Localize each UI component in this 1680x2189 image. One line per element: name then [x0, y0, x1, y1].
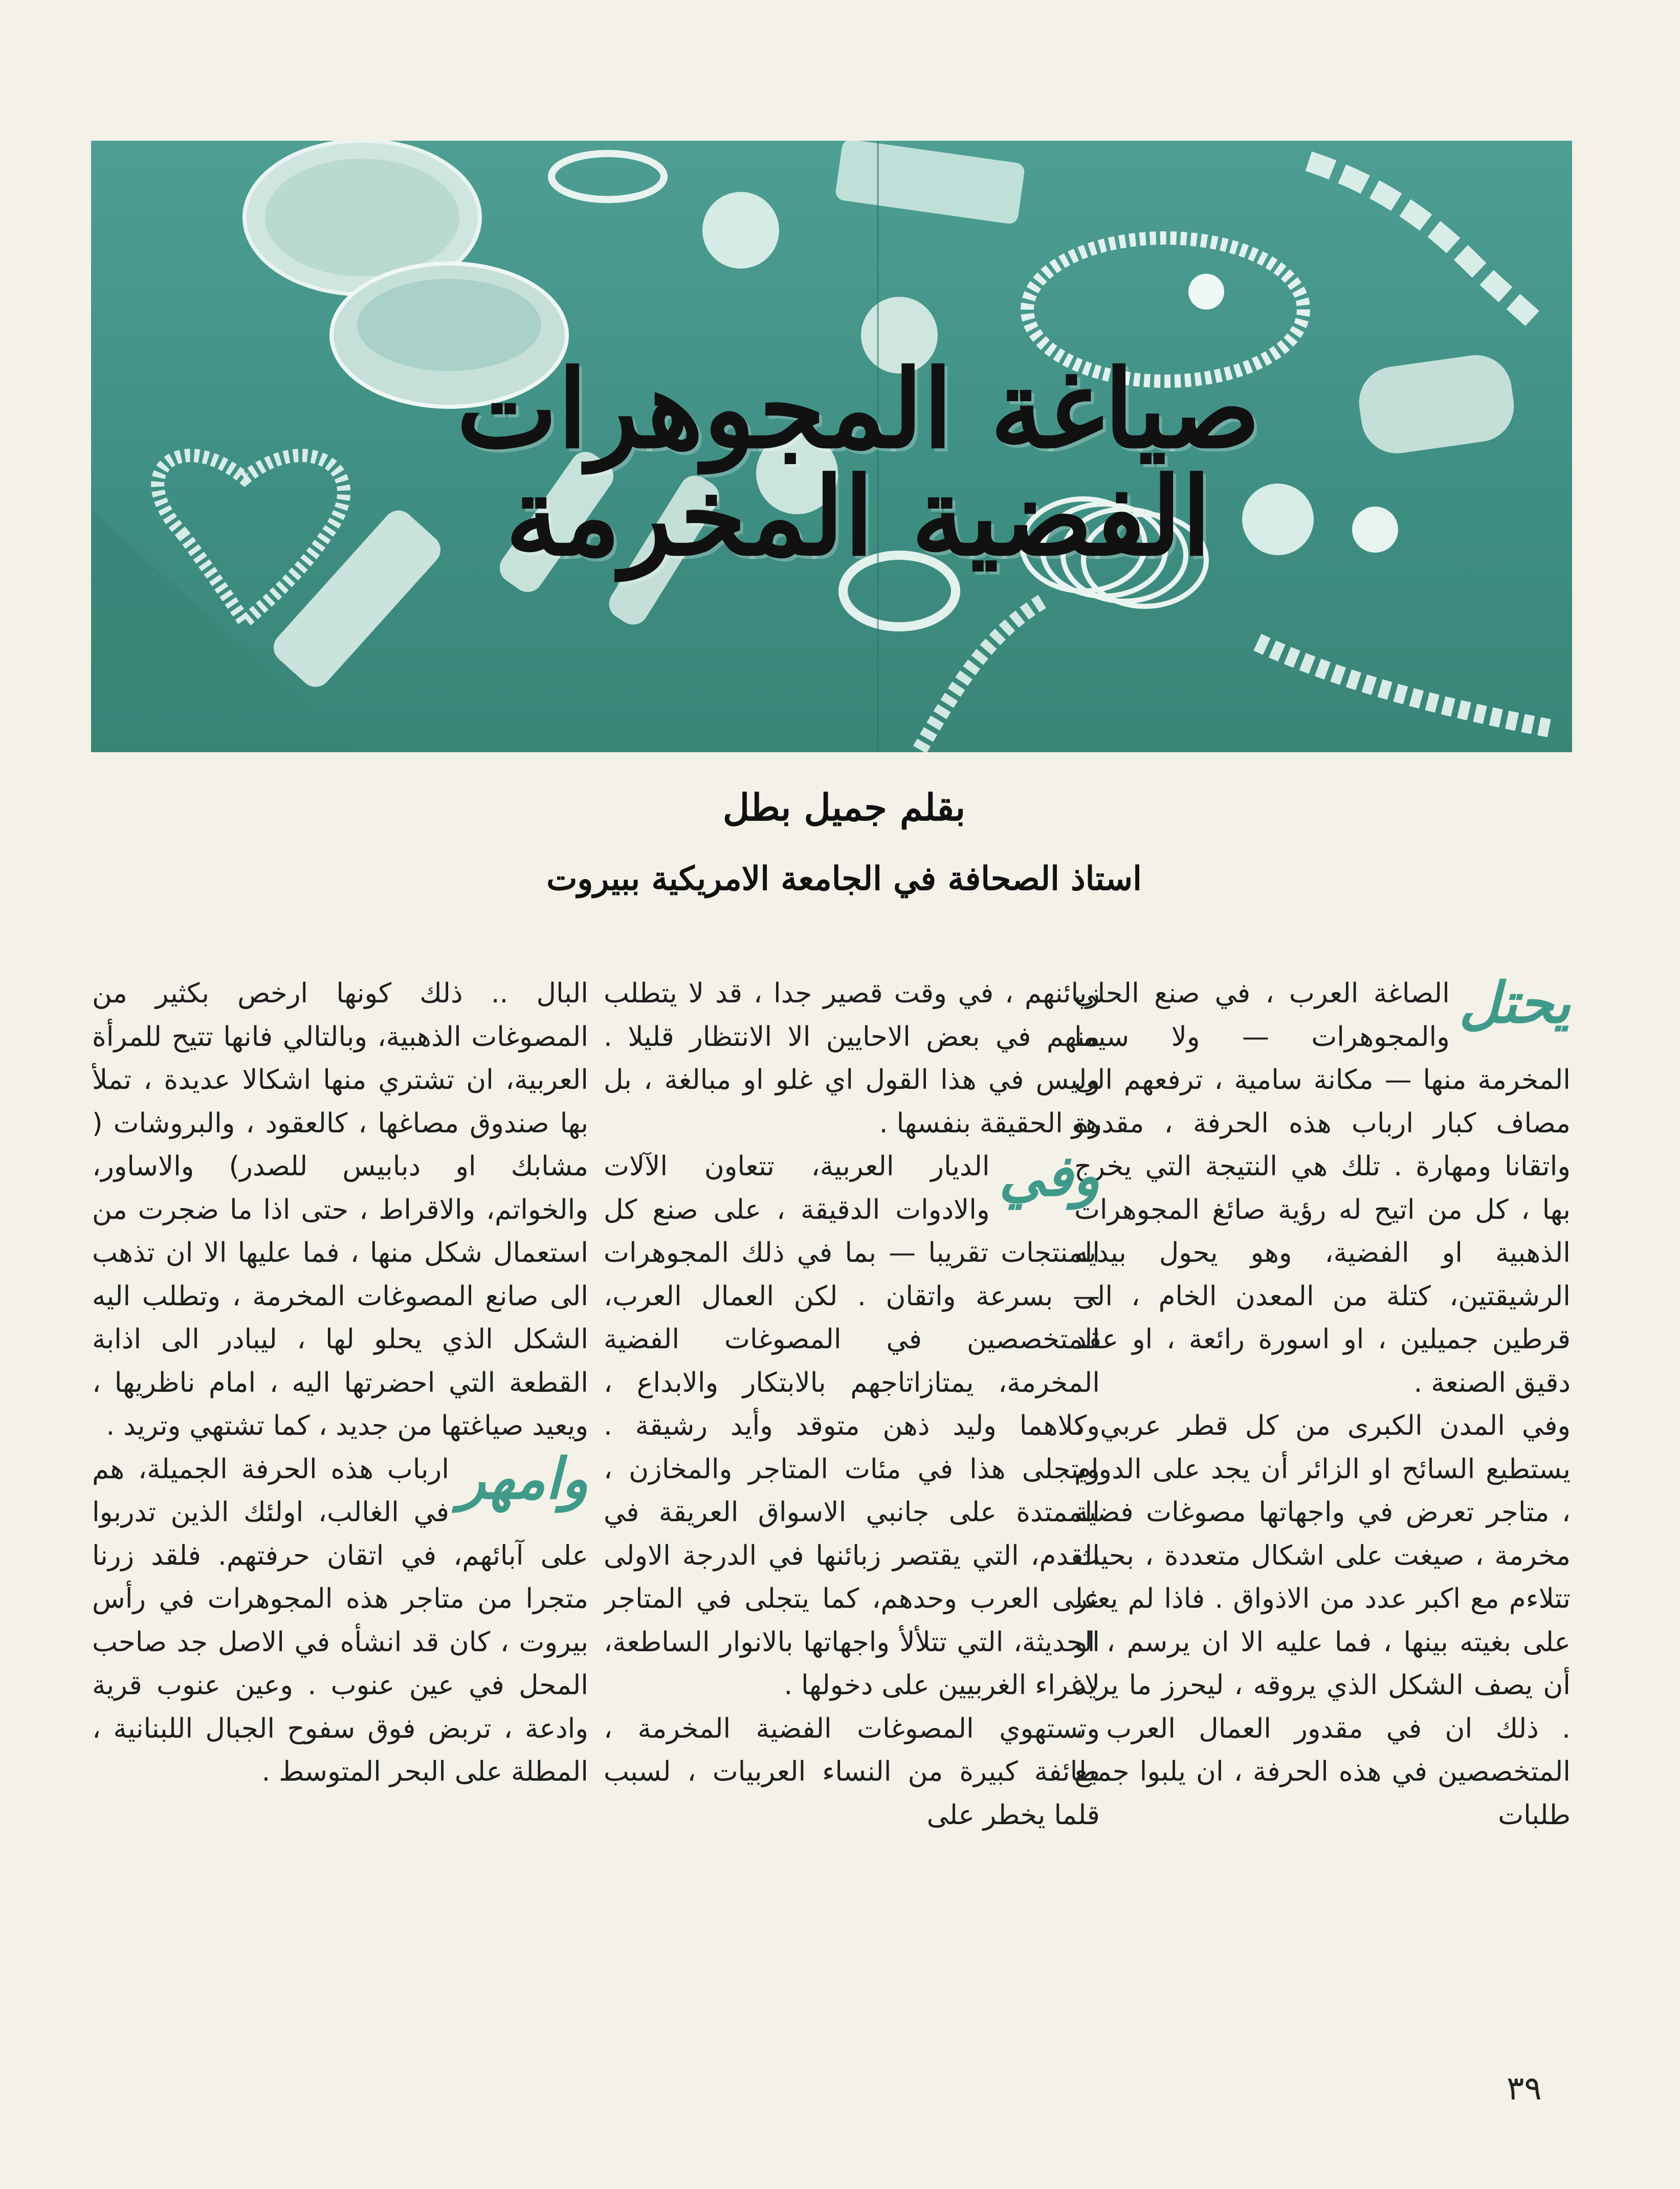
- page-number: ٣٩: [1507, 2070, 1542, 2108]
- paragraph: زبائنهم ، في وقت قصير جدا ، قد لا يتطلب منهم في بعض الاحايين الا الانتظار قليلا . وليس في هذا القول اي غلو او مبالغة ، بل هو الحقيقة بنفسها .: [604, 978, 1100, 1139]
- article-column-middle: [604, 972, 1100, 2057]
- article-column-right: [1074, 972, 1571, 2057]
- drop-word: يحتل: [1458, 972, 1571, 1036]
- drop-word: وامهر: [458, 1445, 588, 1512]
- paragraph: الصاغة العرب ، في صنع الحلي والمجوهرات — ولا سيما المخرمة منها — مكانة سامية ، ترفعهم الى مصاف كبار ارباب هذه الحرفة ، مقدرة واتقانا ومهارة . تلك هي النتيجة التي يخرج بها ، كل من اتيح له رؤية صائغ المجوهرات الذهبية او الفضية، وهو يحول بيديه الرشيقتين، كتلة من المعدن الخام ، الى قرطين جميلين ، او اسورة رائعة ، او عقد دقيق الصنعة .: [1074, 978, 1571, 1398]
- author-byline: بقلم جميل بطل: [722, 785, 966, 829]
- paragraph: الديار العربية، تتعاون الآلات والادوات الدقيقة ، على صنع كل المنتجات تقريبا — بما في ذلك المجوهرات — بسرعة واتقان . لكن العمال العرب، المتخصصين في المصوغات الفضية المخرمة، يمتازاتاجهم بالابتكار والابداع ، وكلاهما وليد ذهن متوقد وأيد رشيقة . ويتجلى هذا في مئات المتاجر والمخازن ، الممتدة على جانبي الاسواق العريقة في القدم، التي يقتصر زبائنها في الدرجة الاولى على العرب وحدهم، كما يتجلى في المتاجر الحديثة، التي تتلألأ واجهاتها بالانوار الساطعة، لاغراء الغربيين على دخولها .: [604, 1151, 1100, 1701]
- paragraph: وتستهوي المصوغات الفضية المخرمة ، طائفة كبيرة من النساء العربيات ، لسبب قلما يخطر على: [604, 1713, 1100, 1831]
- drop-word: وفي: [999, 1143, 1100, 1209]
- paragraph: البال .. ذلك كونها ارخص بكثير من المصوغات الذهبية، وبالتالي فانها تتيح للمرأة العربية، ان تشتري منها اشكالا عديدة ، تملأ بها صندوق مصاغها ، كالعقود ، والبروشات ( مشابك او دبابيس للصدر) والاساور، والخواتم، والاقراط ، حتى اذا ما ضجرت من استعمال شكل منها ، فما عليها الا ان تذهب الى صانع المصوغات المخرمة ، وتطلب اليه الشكل الذي يحلو لها ، ليبادر الى اذابة القطعة التي احضرتها اليه ، امام ناظريها ، ويعيد صياغتها من جديد ، كما تشتهي وتريد .: [92, 978, 588, 1441]
- paragraph: ارباب هذه الحرفة الجميلة، هم في الغالب، اولئك الذين تدربوا على آبائهم، في اتقان حرفتهم. فلقد زرنا متجرا من متاجر هذه المجوهرات في رأس بيروت ، كان قد انشأه في الاصل جد صاحب المحل في عين عنوب . وعين عنوب قرية وادعة ، تربض فوق سفوح الجبال اللبنانية ، المطلة على البحر المتوسط .: [92, 1453, 588, 1787]
- article-column-left: [92, 972, 588, 2057]
- author-role: استاذ الصحافة في الجامعة الامريكية ببيروت: [546, 860, 1142, 898]
- hero-photo-jewelry: [91, 141, 1572, 752]
- article-title: صياغة المجوهرات الفضية المخرمة: [456, 346, 1261, 580]
- paragraph: وفي المدن الكبرى من كل قطر عربي ، يستطيع السائح او الزائر أن يجد على الدوام ، متاجر تعرض في واجهاتها مصوغات فضية مخرمة ، صيغت على اشكال متعددة ، بحيث تتلاءم مع اكبر عدد من الاذواق . فاذا لم يعثر على بغيته بينها ، فما عليه الا ان يرسم ، او أن يصف الشكل الذي يروقه ، ليحرز ما يريد . ذلك ان في مقدور العمال العرب ، المتخصصين في هذه الحرفة ، ان يلبوا جميع طلبات: [1074, 1410, 1571, 1831]
